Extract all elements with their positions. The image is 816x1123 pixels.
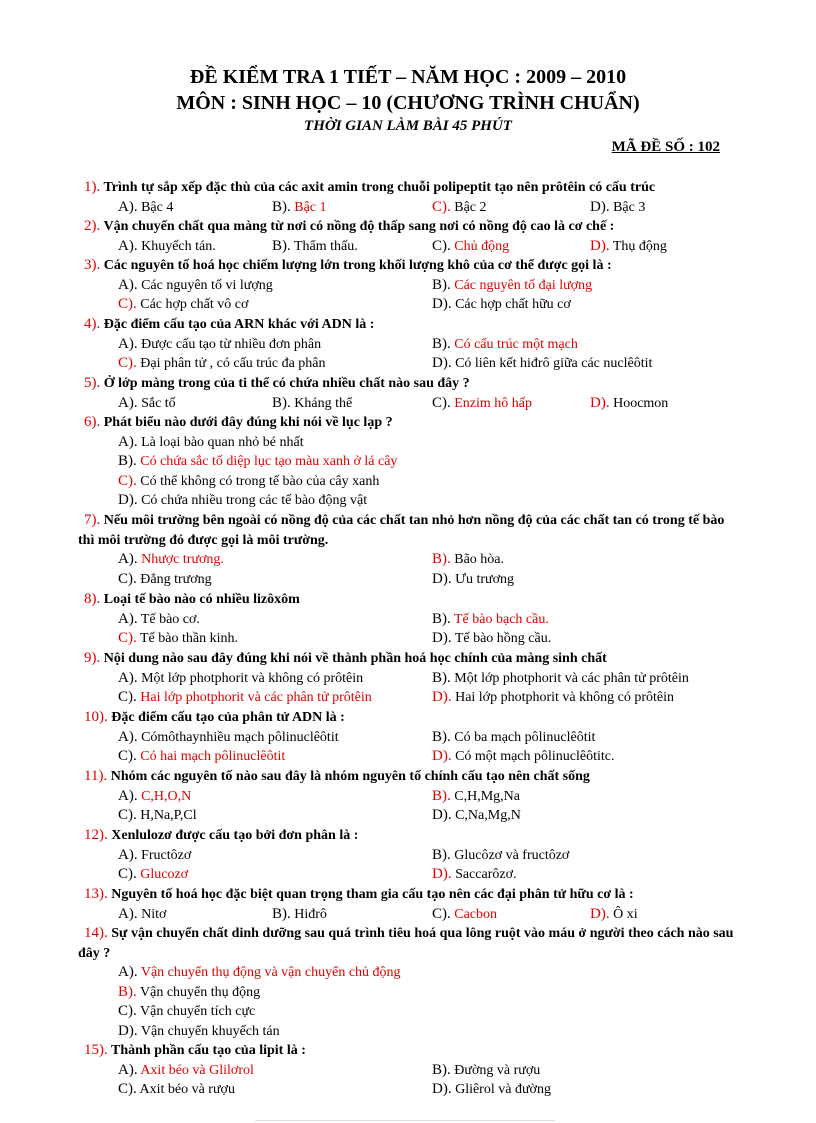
- option-letter: D).: [432, 866, 452, 883]
- option-b[interactable]: [432, 550, 504, 570]
- question-number: 3).: [84, 257, 101, 273]
- option-c[interactable]: [118, 806, 197, 826]
- option-letter: C).: [432, 198, 451, 215]
- option-text: Vận chuyển thụ động và vận chuyển chủ động: [140, 965, 401, 981]
- option-letter: C).: [118, 355, 137, 372]
- option-d[interactable]: [432, 629, 551, 649]
- question-14: [78, 924, 734, 963]
- option-d[interactable]: [590, 394, 668, 414]
- option-letter: C).: [118, 472, 137, 489]
- option-text: Tế bào thần kinh.: [140, 631, 238, 647]
- option-c[interactable]: [118, 570, 212, 590]
- option-c[interactable]: [432, 394, 532, 414]
- option-letter: C).: [118, 748, 137, 765]
- option-text: Có chứa sắc tố diệp lục tạo màu xanh ở lá cây: [140, 454, 398, 470]
- option-letter: B).: [118, 983, 137, 1000]
- option-letter: B).: [272, 905, 291, 922]
- option-d[interactable]: [590, 198, 645, 218]
- question-text: Vận chuyển chất qua màng từ nơi có nồng độ thấp sang nơi có nồng độ cao là cơ chế :: [103, 219, 615, 234]
- option-a[interactable]: [118, 550, 224, 570]
- option-a[interactable]: [118, 787, 191, 807]
- option-letter: A).: [118, 237, 138, 254]
- option-letter: A).: [118, 728, 138, 745]
- option-a[interactable]: [118, 846, 191, 866]
- option-text: Có một mạch pôlinuclêôtitc.: [455, 749, 615, 765]
- question-text: Đặc điểm cấu tạo của ARN khác với ADN là :: [103, 317, 375, 332]
- option-text: Có hai mạch pôlinuclêôtit: [140, 749, 286, 765]
- option-text: Vận chuyển thụ động: [140, 984, 261, 1000]
- option-letter: D).: [118, 1023, 138, 1039]
- option-letter: A).: [118, 846, 138, 863]
- option-letter: A).: [118, 335, 138, 352]
- exam-code: MÃ ĐỀ SỐ : 102: [611, 139, 720, 155]
- option-text: C,Na,Mg,N: [455, 808, 521, 824]
- option-a[interactable]: [118, 669, 363, 689]
- option-a[interactable]: [118, 198, 173, 218]
- option-letter: B).: [432, 787, 451, 804]
- question-3: [84, 256, 734, 276]
- option-text: Hai lớp photphorit và các phân tử prôtêin: [140, 690, 372, 706]
- option-b[interactable]: [432, 787, 520, 807]
- option-text: Tế bào bạch cầu.: [454, 611, 549, 627]
- option-a[interactable]: [118, 276, 273, 296]
- footer-divider: [255, 1120, 555, 1121]
- option-text: Bậc 3: [613, 199, 646, 215]
- option-letter: C).: [118, 1081, 137, 1098]
- option-letter: D).: [590, 237, 610, 254]
- option-b[interactable]: [272, 394, 352, 414]
- question-6: [84, 413, 734, 433]
- question-11: [84, 767, 734, 787]
- option-text: Axit béo và Glilơrol: [140, 1062, 254, 1078]
- option-d[interactable]: [432, 865, 517, 885]
- option-c[interactable]: [118, 688, 372, 708]
- question-8: [84, 590, 734, 610]
- option-b[interactable]: [432, 335, 578, 355]
- option-letter: D).: [432, 355, 452, 372]
- question-number: 6).: [84, 414, 101, 430]
- option-d[interactable]: [432, 1080, 551, 1100]
- option-text: Gliêrol và đường: [455, 1082, 551, 1098]
- option-letter: B).: [272, 394, 291, 411]
- question-7: [78, 511, 734, 550]
- option-b[interactable]: [432, 728, 595, 748]
- question-number: 14).: [84, 925, 108, 941]
- question-text: Loại tế bào nào có nhiều lizôxôm: [103, 592, 300, 607]
- option-letter: D).: [590, 905, 610, 922]
- option-letter: A).: [118, 787, 138, 804]
- option-letter: D).: [432, 807, 452, 824]
- option-a[interactable]: [118, 394, 176, 414]
- question-text: Nếu môi trường bên ngoài có nồng độ của các chất tan nhỏ hơn nồng độ của các chất tan có trong tế bào thì môi trường đó được gọi là môi trường.: [78, 513, 725, 548]
- option-text: Hoocmon: [613, 395, 669, 411]
- question-text: Trình tự sắp xếp đặc thù của các axit amin trong chuỗi polipeptit tạo nên prôtêin có cấu trúc: [103, 180, 656, 195]
- option-c[interactable]: [118, 354, 326, 374]
- option-text: Bão hòa.: [454, 552, 505, 568]
- option-letter: C).: [118, 1003, 137, 1020]
- option-text: Cacbon: [454, 906, 498, 922]
- option-b[interactable]: [432, 846, 569, 866]
- option-d[interactable]: [590, 905, 638, 925]
- option-d[interactable]: [432, 747, 615, 767]
- option-d[interactable]: [432, 688, 674, 708]
- question-number: 5).: [84, 375, 101, 391]
- option-letter: C).: [118, 296, 137, 313]
- option-c[interactable]: [118, 472, 379, 492]
- option-text: Đại phân tử , có cấu trúc đa phân: [140, 356, 326, 372]
- option-letter: A).: [118, 394, 138, 411]
- option-letter: C).: [432, 237, 451, 254]
- option-letter: C).: [118, 689, 137, 706]
- question-number: 13).: [84, 886, 108, 902]
- option-text: Đường và rượu: [454, 1062, 541, 1078]
- question-text: Nguyên tố hoá học đặc biệt quan trọng tham gia cấu tạo nên các đại phân tử hữu cơ là :: [111, 887, 634, 902]
- option-c[interactable]: [118, 629, 238, 649]
- option-letter: D).: [432, 630, 452, 647]
- option-text: Là loại bào quan nhỏ bé nhất: [141, 434, 304, 450]
- option-text: Saccarôzơ.: [455, 867, 517, 883]
- option-d[interactable]: [118, 1022, 280, 1042]
- option-text: Bậc 2: [454, 199, 487, 215]
- option-a[interactable]: [118, 963, 401, 983]
- option-a[interactable]: [118, 610, 200, 630]
- option-text: Có ba mạch pôlinuclêôtit: [454, 729, 596, 745]
- question-13: [84, 885, 734, 905]
- question-5: [84, 374, 734, 394]
- question-number: 4).: [84, 316, 101, 332]
- option-letter: B).: [272, 198, 291, 215]
- question-number: 12).: [84, 827, 108, 843]
- option-letter: C).: [118, 807, 137, 824]
- option-letter: A).: [118, 1061, 138, 1078]
- question-number: 11).: [84, 768, 108, 784]
- question-text: Thành phần cấu tạo của lipit là :: [111, 1043, 306, 1058]
- question-12: [84, 826, 734, 846]
- option-letter: A).: [118, 610, 138, 627]
- option-b[interactable]: [272, 198, 327, 218]
- option-letter: B).: [432, 669, 451, 686]
- option-d[interactable]: [432, 570, 514, 590]
- option-text: Các hợp chất vô cơ: [140, 297, 249, 313]
- option-text: Axit béo và rượu: [139, 1082, 235, 1098]
- question-text: Phát biểu nào dưới đây đúng khi nói về lục lạp ?: [103, 415, 393, 430]
- option-text: Chủ động: [454, 238, 510, 254]
- question-15: [84, 1041, 734, 1061]
- option-b[interactable]: [118, 452, 397, 472]
- option-letter: D).: [432, 296, 452, 313]
- option-text: Glucôzơ và fructôzơ: [454, 847, 570, 863]
- option-c[interactable]: [118, 747, 285, 767]
- option-a[interactable]: [118, 1061, 254, 1081]
- question-number: 10).: [84, 709, 108, 725]
- option-text: Ưu trương: [455, 571, 514, 587]
- option-text: Khuyếch tán.: [141, 238, 216, 254]
- option-text: Vận chuyển tích cực: [140, 1004, 256, 1020]
- option-letter: C).: [432, 905, 451, 922]
- option-text: Ô xi: [613, 906, 638, 922]
- option-letter: A).: [118, 905, 138, 922]
- option-c[interactable]: [432, 237, 509, 257]
- option-b[interactable]: [272, 905, 327, 925]
- option-c[interactable]: [118, 1080, 235, 1100]
- option-text: Fructôzơ: [141, 847, 192, 863]
- option-d[interactable]: [590, 237, 667, 257]
- option-text: Một lớp photphorit và không có prôtêin: [141, 670, 364, 686]
- option-text: Thụ động: [612, 238, 667, 254]
- option-letter: B).: [118, 453, 137, 470]
- exam-title: ĐỀ KIỂM TRA 1 TIẾT – NĂM HỌC : 2009 – 2010: [189, 66, 627, 88]
- option-letter: D).: [590, 394, 610, 411]
- option-text: Bậc 4: [141, 199, 174, 215]
- option-letter: B).: [432, 846, 451, 863]
- question-number: 1).: [84, 179, 101, 195]
- option-text: C,H,Mg,Na: [454, 788, 520, 804]
- question-2: [84, 217, 734, 237]
- option-letter: A).: [118, 551, 138, 568]
- option-b[interactable]: [432, 276, 592, 296]
- time-limit: THỜI GIAN LÀM BÀI 45 PHÚT: [304, 118, 512, 134]
- option-a[interactable]: [118, 433, 304, 453]
- option-letter: C).: [432, 394, 451, 411]
- question-text: Nhóm các nguyên tố nào sau đây là nhóm nguyên tố chính cấu tạo nên chất sống: [110, 769, 590, 784]
- option-letter: B).: [432, 1061, 451, 1078]
- option-text: Tế bào hồng cầu.: [454, 631, 552, 647]
- option-text: Các hợp chất hữu cơ: [455, 297, 571, 313]
- option-c[interactable]: [432, 198, 487, 218]
- option-text: H,Na,P,Cl: [140, 808, 197, 824]
- option-text: Đẳng trương: [140, 571, 212, 587]
- option-text: Có chứa nhiều trong các tế bào động vật: [141, 493, 368, 509]
- option-a[interactable]: [118, 905, 166, 925]
- option-text: Thẩm thấu.: [294, 238, 358, 254]
- question-text: Ở lớp màng trong của ti thể có chứa nhiều chất nào sau đây ?: [103, 376, 470, 391]
- option-letter: A).: [118, 669, 138, 686]
- option-d[interactable]: [432, 295, 571, 315]
- question-number: 15).: [84, 1042, 108, 1058]
- option-letter: B).: [272, 237, 291, 254]
- option-text: Vận chuyển khuyếch tán: [140, 1024, 280, 1039]
- option-letter: D).: [590, 198, 610, 215]
- option-letter: A).: [118, 276, 138, 293]
- subject-title: MÔN : SINH HỌC – 10 (CHƯƠNG TRÌNH CHUẨN): [176, 92, 640, 114]
- option-d[interactable]: [432, 354, 652, 374]
- option-letter: A).: [118, 433, 138, 450]
- option-text: Các nguyên tố vi lượng: [141, 277, 273, 293]
- question-9: [84, 649, 734, 669]
- option-text: Enzim hô hấp: [454, 395, 533, 411]
- question-number: 2).: [84, 218, 101, 234]
- option-c[interactable]: [118, 865, 188, 885]
- question-10: [84, 708, 734, 728]
- option-text: Cómôthaynhiều mạch pôlinuclêôtit: [141, 729, 339, 745]
- option-text: Có liên kết hiđrô giữa các nuclêôtit: [455, 356, 653, 372]
- option-letter: B).: [432, 551, 451, 568]
- option-text: C,H,O,N: [141, 788, 192, 804]
- option-letter: B).: [432, 276, 451, 293]
- question-text: Nội dung nào sau đây đúng khi nói về thành phần hoá học chính của màng sinh chất: [103, 651, 607, 666]
- option-text: Kháng thể: [294, 395, 353, 411]
- option-letter: A).: [118, 198, 138, 215]
- question-text: Sự vận chuyển chất dinh dưỡng sau quá trình tiêu hoá qua lông ruột vào máu ở người theo cách nào sau đây ?: [78, 926, 734, 961]
- option-text: Bậc 1: [294, 199, 327, 215]
- option-a[interactable]: [118, 335, 321, 355]
- option-letter: C).: [118, 630, 137, 647]
- option-b[interactable]: [118, 983, 260, 1003]
- option-letter: B).: [432, 610, 451, 627]
- option-b[interactable]: [432, 669, 689, 689]
- option-letter: B).: [432, 335, 451, 352]
- option-letter: D).: [432, 748, 452, 765]
- question-text: Đặc điểm cấu tạo của phân tử ADN là :: [111, 710, 345, 725]
- option-letter: B).: [432, 728, 451, 745]
- option-text: Sắc tố: [141, 395, 176, 411]
- option-c[interactable]: [118, 295, 248, 315]
- option-letter: C).: [118, 570, 137, 587]
- option-letter: A).: [118, 964, 138, 981]
- option-text: Glucozơ: [140, 867, 189, 883]
- question-1: [84, 178, 734, 198]
- option-b[interactable]: [432, 1061, 540, 1081]
- option-a[interactable]: [118, 237, 216, 257]
- option-text: Tế bào cơ.: [140, 611, 200, 627]
- option-letter: D).: [432, 689, 452, 706]
- option-text: Có cấu trúc một mạch: [454, 336, 578, 352]
- option-text: Các nguyên tố đại lượng: [454, 277, 593, 293]
- question-4: [84, 315, 734, 335]
- option-d[interactable]: [118, 491, 367, 511]
- option-c[interactable]: [432, 905, 497, 925]
- option-text: Hai lớp photphorit và không có prôtêin: [455, 690, 674, 706]
- question-text: Các nguyên tố hoá học chiếm lượng lớn trong khối lượng khô của cơ thể được gọi là :: [103, 258, 612, 273]
- option-b[interactable]: [272, 237, 358, 257]
- option-text: Hiđrô: [294, 906, 327, 922]
- question-number: 9).: [84, 650, 101, 666]
- option-letter: D).: [432, 570, 452, 587]
- option-text: Nitơ: [141, 906, 167, 922]
- option-text: Được cấu tạo từ nhiều đơn phân: [141, 336, 322, 352]
- option-b[interactable]: [432, 610, 549, 630]
- option-d[interactable]: [432, 806, 521, 826]
- option-letter: C).: [118, 866, 137, 883]
- option-text: Có thể không có trong tế bào của cây xanh: [140, 473, 380, 489]
- option-text: Một lớp photphorit và các phân tử prôtêin: [454, 670, 689, 686]
- question-number: 7).: [84, 512, 101, 528]
- question-number: 8).: [84, 591, 101, 607]
- option-letter: D).: [432, 1081, 452, 1098]
- option-letter: D).: [118, 492, 138, 509]
- option-c[interactable]: [118, 1002, 255, 1022]
- question-text: Xenlulozơ được cấu tạo bởi đơn phân là :: [111, 828, 359, 843]
- option-a[interactable]: [118, 728, 339, 748]
- option-text: Nhược trương.: [141, 552, 224, 568]
